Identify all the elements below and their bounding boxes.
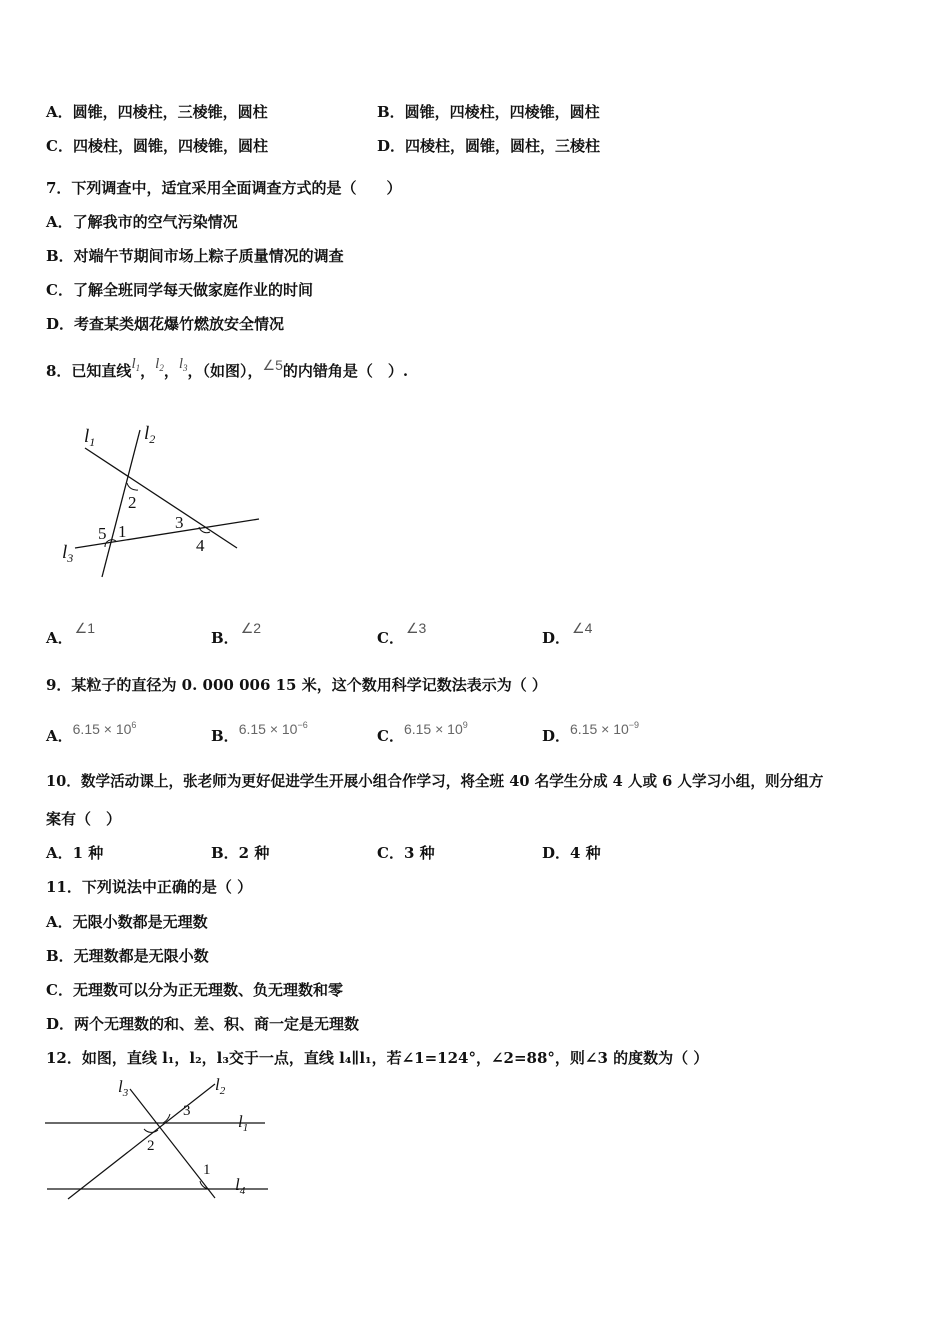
q8-figure (50, 415, 270, 585)
q9-option-b (211, 722, 308, 746)
q9-option-a-exp: 6 (131, 720, 137, 730)
q8-fig-label-l1: $l_1$ (84, 426, 96, 449)
q8-stem-l1 (131, 356, 140, 372)
q12-fig-label-l2: $l_2$ (215, 1075, 226, 1097)
q12-fig-line-l2 (68, 1084, 215, 1199)
q9-option-c-exp: 9 (462, 720, 468, 730)
q12-fig-angle-1: 1 (203, 1162, 211, 1178)
q8-stem-l2-sub: 2 (159, 363, 164, 373)
q10-option-a: A．1 种 (46, 844, 104, 862)
q6-option-d: D．四棱柱，圆锥，圆柱，三棱柱 (377, 137, 601, 155)
q12-fig-label-l4: $l_4$ (235, 1175, 246, 1197)
q9-option-a-label: A． (46, 727, 73, 745)
q8-fig-angle-2: 2 (128, 493, 137, 512)
q8-fig-label-l3: $l_3$ (62, 542, 74, 565)
q8-option-d-value: ∠4 (572, 620, 593, 636)
q10-option-d: D．4 种 (542, 844, 601, 862)
q8-fig-angle-4: 4 (196, 536, 205, 555)
q7-option-a: A．了解我市的空气污染情况 (46, 213, 238, 231)
q10-option-c: C．3 种 (377, 844, 435, 862)
q7-stem: 7．下列调查中，适宜采用全面调查方式的是（ ） (46, 179, 402, 197)
q9-option-b-base: 6.15 × 10 (238, 721, 298, 737)
q12-stem: 12．如图，直线 l₁，l₂，l₃交于一点，直线 l₄∥l₁，若∠1=124°，∠2=88°，则∠3 的度数为（ ） (46, 1049, 709, 1067)
q11-option-a: A．无限小数都是无理数 (46, 913, 208, 931)
q6-option-b: B．圆锥，四棱柱，四棱锥，圆柱 (377, 103, 600, 121)
q12-fig-line-l3 (130, 1089, 215, 1198)
q8-fig-line-l1 (85, 448, 237, 548)
q8-fig-label-l2: $l_2$ (144, 423, 156, 446)
q12-fig-label-l1: $l_1$ (238, 1112, 249, 1134)
q9-option-c-base: 6.15 × 10 (403, 721, 463, 737)
q10-option-b: B．2 种 (211, 844, 270, 862)
q11-stem: 11．下列说法中正确的是（ ） (46, 878, 253, 896)
q8-stem-suffix: 的内错角是（ ）. (282, 362, 409, 380)
q8-option-a-value: ∠1 (74, 620, 95, 636)
q10-stem-line2: 案有（ ） (46, 810, 122, 828)
q9-option-a-value (73, 721, 137, 737)
q9-option-d-value (570, 721, 639, 737)
q8-stem-l3-sub: 3 (183, 363, 188, 373)
q8-stem-middle: （如图）， (202, 362, 263, 380)
q8-stem-l3-letter: l (178, 356, 183, 372)
q9-stem: 9．某粒子的直径为 0. 000 006 15 米，这个数用科学记数法表示为（ ） (46, 676, 547, 694)
q8-stem-l3 (179, 356, 188, 372)
q8-stem-l1-letter: l (131, 356, 136, 372)
q8-option-b (211, 620, 262, 648)
q8-stem-sep2: ， (163, 362, 179, 380)
q8-stem-prefix: 8．已知直线 (46, 362, 132, 380)
q9-option-b-value (239, 721, 308, 737)
q9-option-d (542, 722, 639, 746)
q8-option-c-label: C． (377, 629, 404, 647)
q8-stem-l2 (155, 356, 164, 372)
q7-option-c: C．了解全班同学每天做家庭作业的时间 (46, 281, 313, 299)
q9-option-d-exp: −9 (628, 720, 640, 730)
q9-option-a (46, 722, 136, 746)
q12-fig-label-l3: $l_3$ (118, 1077, 129, 1099)
q8-fig-arc-2 (127, 483, 138, 490)
q9-option-c (377, 722, 468, 746)
q8-stem-sep1: ， (140, 362, 156, 380)
q8-fig-angle-1: 1 (118, 522, 127, 541)
q9-option-a-base: 6.15 × 10 (72, 721, 132, 737)
q8-option-b-value: ∠2 (240, 620, 262, 636)
q8-stem-angle5: ∠5 (262, 357, 283, 373)
q9-option-c-label: C． (377, 727, 404, 745)
q8-stem (46, 356, 409, 386)
q9-option-c-value (404, 721, 468, 737)
q12-figure (40, 1074, 280, 1204)
q10-stem-line1: 10．数学活动课上，张老师为更好促进学生开展小组合作学习，将全班 40 名学生分成 4 人或 6 人学习小组，则分组方 (46, 773, 824, 790)
q12-fig-angle-2: 2 (147, 1138, 155, 1154)
q8-fig-angle-3: 3 (175, 513, 184, 532)
q8-stem-sep3: ， (187, 362, 203, 380)
q8-option-c (377, 620, 427, 648)
q11-option-d: D．两个无理数的和、差、积、商一定是无理数 (46, 1015, 360, 1033)
q7-option-b: B．对端午节期间市场上粽子质量情况的调查 (46, 247, 344, 265)
q11-option-c: C．无理数可以分为正无理数、负无理数和零 (46, 981, 343, 999)
q8-option-a-label: A． (46, 629, 73, 647)
q8-stem-l2-letter: l (155, 356, 160, 372)
q7-option-d: D．考查某类烟花爆竹燃放安全情况 (46, 315, 285, 333)
q9-option-d-base: 6.15 × 10 (570, 721, 629, 737)
q6-option-a: A．圆锥，四棱柱，三棱锥，圆柱 (46, 103, 268, 121)
q8-option-a (46, 620, 95, 648)
q8-option-c-value: ∠3 (405, 620, 427, 636)
q9-option-b-label: B． (211, 727, 239, 745)
q8-option-d-label: D． (542, 629, 571, 647)
q8-fig-angle-5: 5 (98, 524, 107, 543)
q8-option-d (542, 620, 593, 648)
q9-option-b-exp: −6 (297, 720, 308, 730)
q6-option-c: C．四棱柱，圆锥，四棱锥，圆柱 (46, 137, 268, 155)
q8-stem-l1-sub: 1 (135, 363, 141, 373)
q9-option-d-label: D． (542, 727, 571, 745)
q12-fig-angle-3: 3 (183, 1103, 191, 1119)
q8-option-b-label: B． (211, 629, 239, 647)
q11-option-b: B．无理数都是无限小数 (46, 947, 209, 965)
